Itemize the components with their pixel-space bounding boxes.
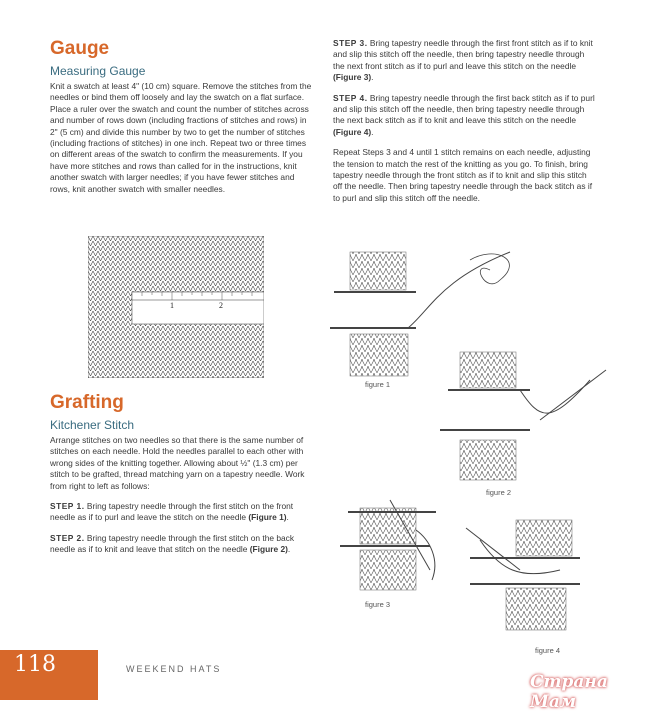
figure-3-drawing (340, 500, 436, 590)
step-3: STEP 3. Bring tapestry needle through the first front stitch as if to knit and slip this stitch off the needle, then bring tapestry needle through the next front stitch as if to purl and leave this stitch on the needle (Figure 3). (333, 38, 593, 83)
measuring-gauge-subheading: Measuring Gauge (50, 64, 146, 78)
ruler-mark-1: 1 (170, 301, 174, 310)
grafting-intro: Arrange stitches on two needles so that there is the same number of stitches on each needle. Hold the needles parallel to each other with wrong sides of the knitting together. Allowing about ½" (1.3 cm) per stitch to be grafted, thread matching yarn on a tapestry needle. Work from right to left as follows: (50, 435, 305, 491)
step-4: STEP 4. Bring tapestry needle through the first back stitch as if to purl and slip this stitch off the needle, then bring tapestry needle through the next back stitch as if to knit and leave this stitch on the needle (Figure 4). (333, 92, 595, 137)
step-3-label: STEP 3. (333, 38, 368, 48)
grafting-figures (320, 240, 646, 660)
step-4-label: STEP 4. (333, 92, 368, 103)
gauge-body: Knit a swatch at least 4" (10 cm) square. Remove the stitches from the needles or bind them off loosely and lay the swatch on a flat surface. Place a ruler over the swatch and count the number of stitches across and number of rows down (including fractions of stitches and rows) in 2" (5 cm) and divide this number by two to get the number of stitches (including fractions of stitches) in one inch. Repeat two or three times on different areas of the swatch to confirm the measurements. If you have more stitches and rows than called for in the instructions, knit another swatch with larger needles; if you have fewer stitches and rows, knit another swatch with smaller needles. (50, 81, 312, 194)
step-3-text: Bring tapestry needle through the first front stitch as if to knit and slip this stitch off the needle, then bring tapestry needle through the next front stitch as if to purl and leave this stitch on the needle (333, 38, 593, 71)
running-footer-title: WEEKEND HATS (126, 664, 222, 674)
step-2: STEP 2. Bring tapestry needle through the first stitch on the back needle as if to knit and leave that stitch on the needle (Figure 2). (50, 532, 295, 555)
figure-4-caption: figure 4 (535, 646, 561, 655)
step-3-figure-ref: (Figure 3) (333, 72, 372, 83)
gauge-heading: Gauge (50, 38, 110, 59)
kitchener-stitch-subheading: Kitchener Stitch (50, 418, 135, 432)
figure-2-drawing (440, 352, 606, 480)
figure-1-caption: figure 1 (365, 380, 391, 389)
step-2-text: Bring tapestry needle through the first stitch on the back needle as if to knit and leave that stitch on the needle (50, 532, 295, 555)
grafting-steps-continued (333, 38, 598, 213)
figure-3-caption: figure 3 (365, 600, 391, 609)
grafting-figures-illustration (320, 240, 646, 660)
gauge-section (50, 38, 312, 204)
step-1-figure-ref: (Figure 1) (248, 512, 287, 523)
page-number: 118 (14, 652, 56, 677)
step-2-label: STEP 2. (50, 532, 85, 543)
site-watermark: Страна Мам (530, 672, 608, 712)
ruler-mark-2: 2 (219, 301, 223, 310)
figure-2-caption: figure 2 (486, 488, 512, 497)
gauge-swatch-illustration (88, 236, 264, 378)
step-1-text: Bring tapestry needle through the first stitch on the front needle as if to purl and leave the stitch on the needle (50, 501, 294, 523)
grafting-section (50, 392, 312, 565)
step-4-figure-ref: (Figure 4) (333, 126, 372, 137)
step-1: STEP 1. Bring tapestry needle through the first stitch on the front needle as if to purl and leave the stitch on the needle (Figure 1). (50, 501, 294, 523)
step-1-label: STEP 1. (50, 501, 85, 512)
step-4-text: Bring tapestry needle through the first back stitch as if to purl and slip this stitch off the needle, then bring tapestry needle through the next back stitch as if to knit and leave this stitch on the needle (333, 92, 595, 126)
repeat-instructions: Repeat Steps 3 and 4 until 1 stitch remains on each needle, adjusting the tension to match the rest of the knitting as you go. To finish, bring tapestry needle through the front stitch as if to knit and slip this stitch off the needle. Then bring tapestry needle through the back stitch as if to purl and slip this stitch off the needle. (333, 147, 593, 203)
grafting-heading: Grafting (50, 392, 124, 413)
step-2-figure-ref: (Figure 2) (249, 544, 288, 555)
figure-4-drawing (466, 520, 580, 630)
